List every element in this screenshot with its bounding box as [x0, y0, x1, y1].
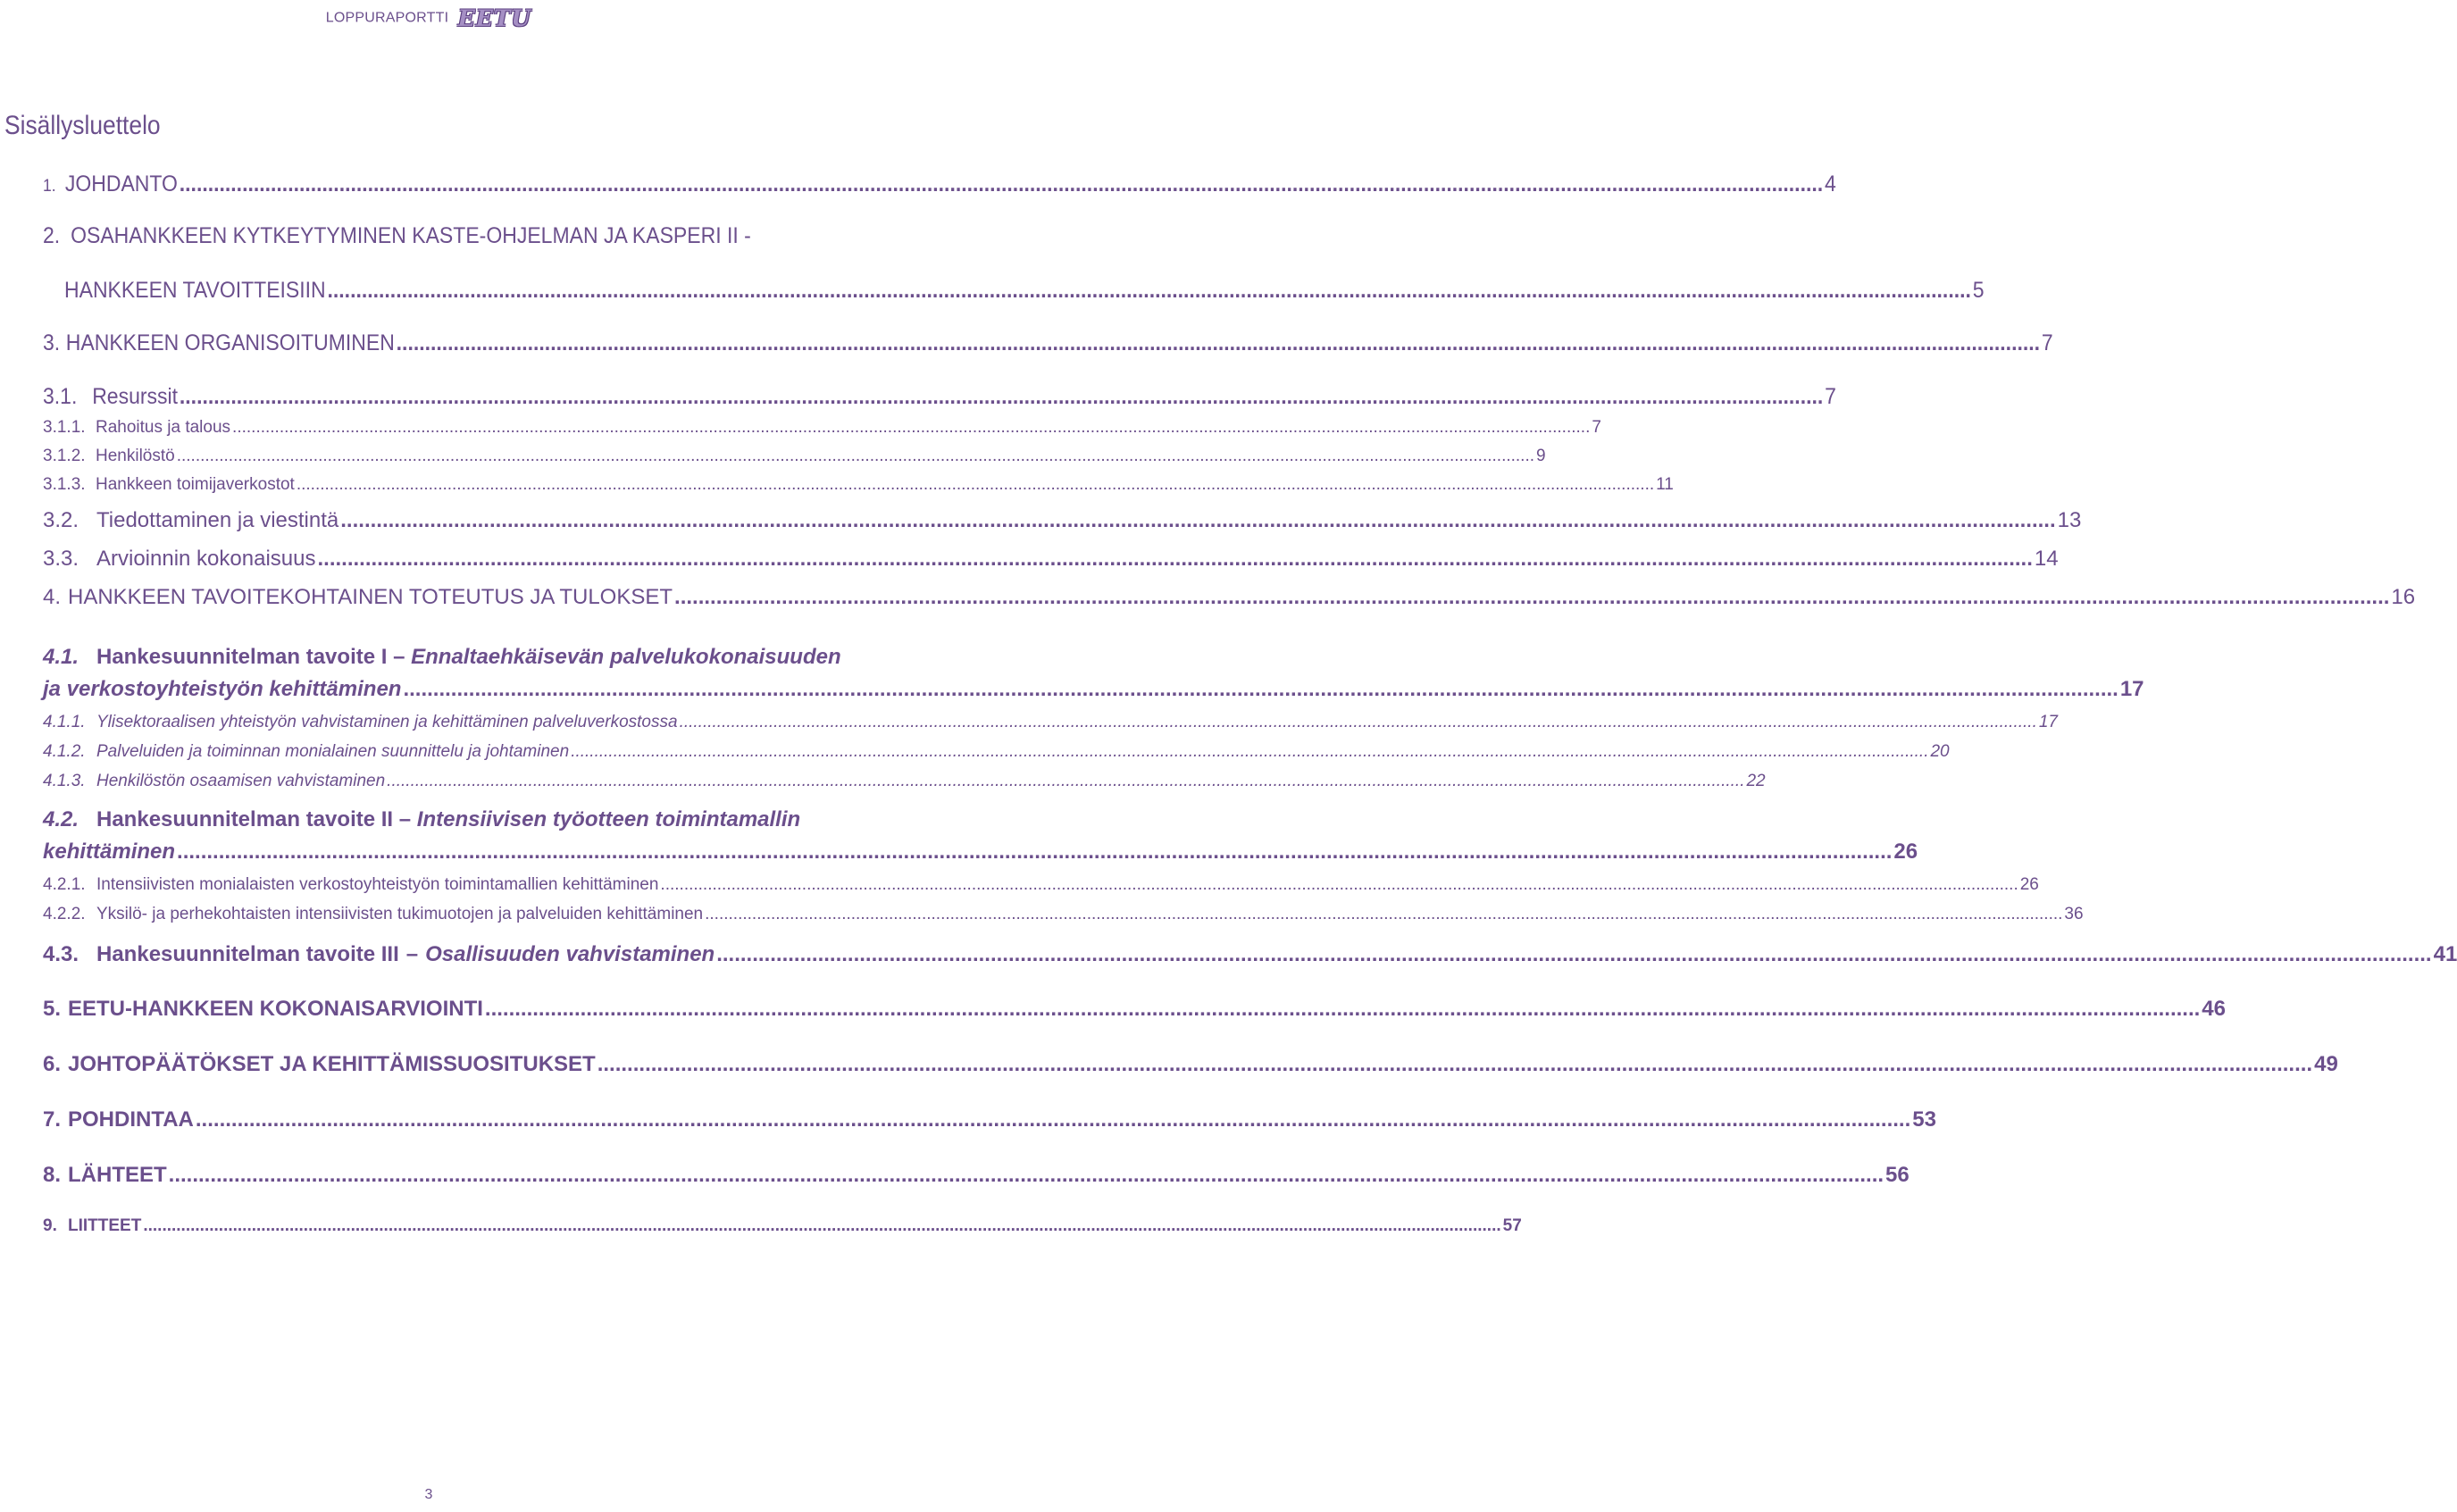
- toc-entry-page: 9: [1536, 447, 1546, 465]
- toc-entry-4-2-continuation[interactable]: [43, 840, 1918, 865]
- toc-leader-dots: [716, 942, 2431, 967]
- toc-entry-title: OSAHANKKEEN KYTKEYTYMINEN KASTE-OHJELMAN JA KASPERI II -: [71, 223, 751, 248]
- toc-leader-dots: [143, 1216, 1500, 1236]
- toc-entry-subtitle: Osallisuuden vahvistaminen: [425, 942, 715, 966]
- toc-entry-page: 13: [2057, 508, 2082, 532]
- toc-leader-dots: [232, 418, 1590, 438]
- toc-entry-9[interactable]: [43, 1216, 1522, 1236]
- toc-entry-4-1-continuation[interactable]: [43, 677, 2144, 702]
- toc-entry-number: 4.1.: [43, 645, 79, 669]
- toc-entry-title: Hankkeen toimijaverkostot: [96, 475, 295, 494]
- toc-entry-page: 16: [2391, 585, 2416, 609]
- toc-entry-4-1-3[interactable]: [43, 772, 1766, 791]
- toc-leader-dots: [180, 171, 1823, 197]
- toc-entry-page: 17: [2119, 677, 2144, 701]
- toc-entry-title: Palveluiden ja toiminnan monialainen suunnittelu ja johtaminen: [96, 742, 570, 761]
- toc-leader-dots: [705, 905, 2062, 924]
- toc-entry-page: 46: [2202, 997, 2226, 1021]
- toc-entry-4-1-1[interactable]: [43, 713, 2058, 732]
- header-label: LOPPURAPORTTI: [325, 10, 449, 26]
- toc-leader-dots: [403, 677, 2118, 702]
- toc-entry-3-1[interactable]: [43, 384, 1836, 410]
- toc-entry-4-2[interactable]: [43, 807, 850, 832]
- toc-entry-subtitle: Intensiivisen työotteen toimintamallin: [416, 807, 801, 831]
- toc-leader-dots: [660, 875, 2018, 895]
- toc-entry-4[interactable]: [43, 585, 2416, 610]
- toc-entry-title: Resurssit: [92, 384, 179, 409]
- toc-leader-dots: [180, 384, 1823, 410]
- toc-leader-dots: [340, 508, 2055, 533]
- toc-leader-dots: [196, 1107, 1910, 1132]
- toc-entry-8[interactable]: [43, 1163, 1910, 1188]
- toc-entry-3-1-2[interactable]: [43, 447, 1546, 466]
- toc-leader-dots: [169, 1163, 1884, 1188]
- toc-entry-subtitle-cont: kehittäminen: [43, 840, 176, 864]
- toc-entry-number: 3.1.: [43, 384, 78, 409]
- toc-entry-title-cont: HANKKEEN TAVOITTEISIIN: [64, 278, 326, 303]
- toc-entry-4-1[interactable]: [43, 645, 850, 670]
- toc-entry-page: 20: [1930, 742, 1950, 761]
- toc-entry-number: 3.1.1.: [43, 418, 86, 437]
- toc-entry-title: Henkilöstön osaamisen vahvistaminen: [96, 772, 386, 790]
- toc-entry-page: 26: [2019, 875, 2039, 894]
- page-number: 3: [424, 1487, 433, 1502]
- toc-entry-2[interactable]: [43, 223, 850, 249]
- toc-entry-number: 4.2.1.: [43, 875, 86, 894]
- toc-entry-dash: –: [393, 645, 405, 669]
- toc-entry-3-1-3[interactable]: [43, 475, 1674, 495]
- toc-entry-4-3[interactable]: [43, 942, 2457, 967]
- toc-entry-title: Intensiivisten monialaisten verkostoyhteistyön toimintamallien kehittäminen: [96, 875, 659, 894]
- toc-entry-2-continuation[interactable]: [64, 278, 1985, 304]
- toc-entry-title: Hankesuunnitelman tavoite III: [96, 942, 399, 966]
- toc-entry-title: Tiedottaminen ja viestintä: [96, 508, 339, 532]
- eetu-logo: EETU: [457, 5, 532, 31]
- toc-entry-page: 7: [1592, 418, 1601, 437]
- toc-entry-page: 49: [2314, 1052, 2338, 1076]
- toc-leader-dots: [674, 585, 2389, 610]
- toc-leader-dots: [387, 772, 1744, 791]
- toc-entry-page: 41: [2433, 942, 2457, 966]
- toc-leader-dots: [297, 475, 1654, 495]
- toc-entry-3[interactable]: [43, 330, 2053, 356]
- toc-entry-4-1-2[interactable]: [43, 742, 1950, 762]
- toc-entry-number: 5.: [43, 997, 62, 1021]
- toc-entry-number: 4.: [43, 585, 62, 609]
- page-header: [0, 5, 857, 31]
- toc-entry-title: JOHDANTO: [64, 171, 178, 196]
- toc-leader-dots: [317, 547, 2032, 572]
- toc-entry-6[interactable]: [43, 1052, 2338, 1077]
- toc-leader-dots: [328, 278, 1971, 304]
- toc-entry-3-1-1[interactable]: [43, 418, 1601, 438]
- toc-entry-title: HANKKEEN TAVOITEKOHTAINEN TOTEUTUS JA TULOKSET: [68, 585, 673, 609]
- toc-entry-page: 53: [1912, 1107, 1936, 1132]
- toc-entry-title: Arvioinnin kokonaisuus: [96, 547, 316, 571]
- toc-entry-number: 4.2.2.: [43, 905, 86, 923]
- toc-entry-dash: –: [405, 942, 419, 966]
- toc-entry-page: 22: [1746, 772, 1766, 790]
- toc-leader-dots: [680, 713, 2037, 732]
- toc-entry-page: 7: [1825, 384, 1836, 409]
- toc-entry-4-2-1[interactable]: [43, 875, 2039, 895]
- toc-entry-page: 56: [1885, 1163, 1910, 1187]
- toc-leader-dots: [177, 447, 1534, 466]
- toc-entry-page: 57: [1502, 1216, 1522, 1235]
- toc-leader-dots: [177, 840, 1892, 865]
- toc-entry-number: 9.: [43, 1216, 57, 1235]
- toc-entry-number: 7.: [43, 1107, 62, 1132]
- toc-entry-dash: –: [398, 807, 412, 831]
- toc-leader-dots: [397, 330, 2040, 356]
- toc-entry-number: 4.1.2.: [43, 742, 86, 761]
- toc-entry-title: POHDINTAA: [68, 1107, 194, 1132]
- toc-entry-page: 26: [1893, 840, 1918, 864]
- toc-entry-number: 4.1.3.: [43, 772, 86, 790]
- toc-entry-title: Yksilö- ja perhekohtaisten intensiivisten tukimuotojen ja palveluiden kehittäminen: [96, 905, 704, 923]
- toc-entry-title: EETU-HANKKEEN KOKONAISARVIOINTI: [68, 997, 483, 1021]
- toc-entry-number: 8.: [43, 1163, 62, 1187]
- toc-entry-7[interactable]: [43, 1107, 1936, 1132]
- toc-entry-number: 4.3.: [43, 942, 79, 966]
- toc-entry-title: HANKKEEN ORGANISOITUMINEN: [65, 330, 395, 355]
- toc-entry-title: Ylisektoraalisen yhteistyön vahvistaminen ja kehittäminen palveluverkostossa: [96, 713, 678, 731]
- toc-entry-1[interactable]: [43, 171, 1836, 197]
- toc-leader-dots: [571, 742, 1928, 762]
- toc-title: Sisällysluettelo: [4, 111, 161, 140]
- toc-entry-title: JOHTOPÄÄTÖKSET JA KEHITTÄMISSUOSITUKSET: [68, 1052, 596, 1076]
- toc-entry-page: 4: [1824, 171, 1836, 196]
- toc-entry-number: 3.: [43, 330, 61, 355]
- toc-entry-number: 3.3.: [43, 547, 79, 571]
- toc-entry-title: LIITTEET: [68, 1216, 142, 1235]
- toc-entry-number: 3.1.2.: [43, 447, 86, 465]
- toc-entry-page: 36: [2064, 905, 2084, 923]
- toc-entry-3-2[interactable]: [43, 508, 2082, 533]
- toc-entry-title: LÄHTEET: [68, 1163, 167, 1187]
- toc-entry-4-2-2[interactable]: [43, 905, 2084, 924]
- toc-entry-title: Henkilöstö: [96, 447, 175, 465]
- toc-leader-dots: [598, 1052, 2312, 1077]
- toc-entry-title: Hankesuunnitelman tavoite II: [96, 807, 394, 831]
- toc-entry-number: 1.: [43, 177, 56, 196]
- toc-entry-number: 3.1.3.: [43, 475, 86, 494]
- toc-entry-subtitle: Ennaltaehkäisevän palvelukokonaisuuden: [411, 645, 841, 669]
- toc-entry-5[interactable]: [43, 997, 2226, 1022]
- toc-entry-title: Rahoitus ja talous: [96, 418, 231, 437]
- toc-entry-title: Hankesuunnitelman tavoite I: [96, 645, 388, 669]
- toc-entry-page: 7: [2041, 330, 2053, 355]
- toc-entry-page: 11: [1656, 475, 1674, 494]
- toc-entry-number: 4.1.1.: [43, 713, 86, 731]
- toc-entry-page: 14: [2034, 547, 2059, 571]
- toc-entry-page: 17: [2038, 713, 2058, 731]
- toc-entry-number: 4.2.: [43, 807, 79, 831]
- toc-entry-subtitle-cont: ja verkostoyhteistyön kehittäminen: [43, 677, 402, 701]
- toc-entry-page: 5: [1972, 278, 1985, 303]
- toc-entry-number: 3.2.: [43, 508, 79, 532]
- toc-entry-number: 6.: [43, 1052, 62, 1076]
- toc-entry-3-3[interactable]: [43, 547, 2059, 572]
- toc-entry-number: 2.: [43, 223, 61, 248]
- toc-leader-dots: [485, 997, 2200, 1022]
